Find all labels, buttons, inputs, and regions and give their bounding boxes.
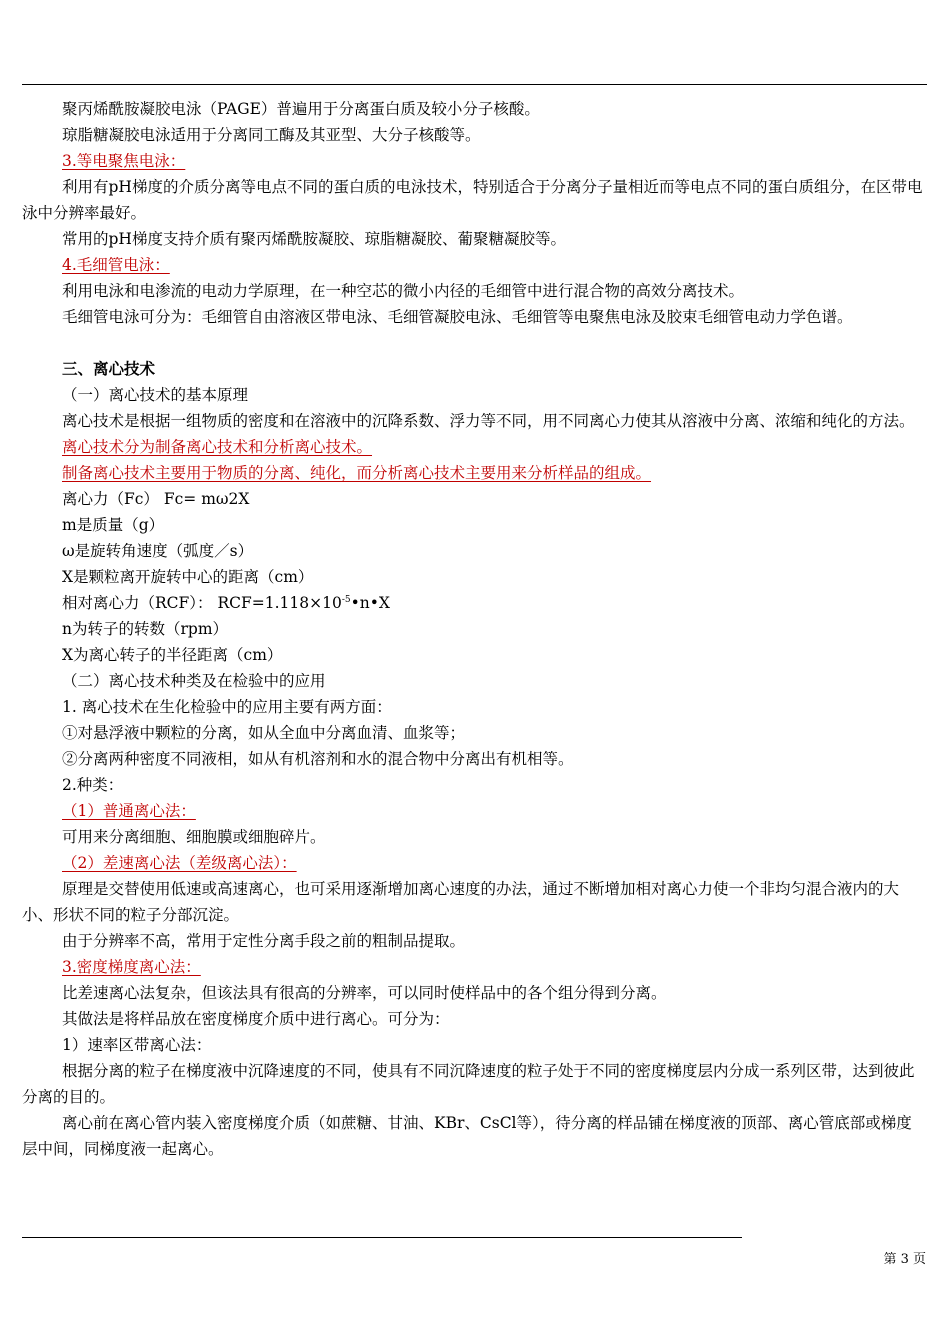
- section-heading: 三、离心技术: [62, 359, 156, 378]
- highlighted-heading: 3.密度梯度离心法：: [62, 958, 201, 976]
- blank-line: [22, 330, 927, 356]
- paragraph: 其做法是将样品放在密度梯度介质中进行离心。可分为：: [62, 1010, 450, 1028]
- list-item: ①对悬浮液中颗粒的分离，如从全血中分离血清、血浆等；: [62, 724, 466, 742]
- highlighted-text: 制备离心技术主要用于物质的分离、纯化，而分析离心技术主要用来分析样品的组成。: [62, 464, 652, 482]
- document-body: [22, 96, 927, 1162]
- subheading-isoelectric-focusing: [22, 148, 927, 174]
- highlighted-line: [22, 434, 927, 460]
- formula-line: m是质量（g）: [62, 516, 165, 534]
- highlighted-heading: （1）普通离心法：: [62, 802, 196, 820]
- paragraph: 聚丙烯酰胺凝胶电泳（PAGE）普遍用于分离蛋白质及较小分子核酸。: [62, 100, 540, 118]
- formula-line: ω是旋转角速度（弧度／s）: [62, 542, 254, 560]
- highlighted-heading: 3.等电聚焦电泳：: [62, 152, 186, 170]
- paragraph: 离心前在离心管内装入密度梯度介质（如蔗糖、甘油、KBr、CsCl等），待分离的样品铺在梯度液的顶部、离心管底部或梯度层中间，同梯度液一起离心。: [22, 1114, 912, 1158]
- formula-line: 离心力（Fc） Fc= mω2X: [62, 490, 250, 508]
- highlighted-line: [22, 460, 927, 486]
- list-item: 1. 离心技术在生化检验中的应用主要有两方面：: [62, 698, 392, 716]
- paragraph: 毛细管电泳可分为：毛细管自由溶液区带电泳、毛细管凝胶电泳、毛细管等电聚焦电泳及胶束毛细管电动力学色谱。: [62, 308, 853, 326]
- list-item: 1）速率区带离心法：: [62, 1036, 212, 1054]
- paragraph: 根据分离的粒子在梯度液中沉降速度的不同，使具有不同沉降速度的粒子处于不同的密度梯度层内分成一系列区带，达到彼此分离的目的。: [22, 1062, 915, 1106]
- paragraph: 利用电泳和电渗流的电动力学原理，在一种空芯的微小内径的毛细管中进行混合物的高效分离技术。: [62, 282, 745, 300]
- subheading-ordinary-centrifugation: [22, 798, 927, 824]
- paragraph: 由于分辨率不高，常用于定性分离手段之前的粗制品提取。: [62, 932, 466, 950]
- subheading-density-gradient: [22, 954, 927, 980]
- formula-line: X为离心转子的半径距离（cm）: [62, 646, 283, 664]
- footer-rule: [22, 1237, 742, 1238]
- rcf-exponent: -5: [341, 594, 351, 605]
- highlighted-heading: （2）差速离心法（差级离心法）：: [62, 854, 297, 872]
- highlighted-heading: 4.毛细管电泳：: [62, 256, 170, 274]
- paragraph: 利用有pH梯度的介质分离等电点不同的蛋白质的电泳技术，特别适合于分离分子量相近而等电点不同的蛋白质组分，在区带电泳中分辨率最好。: [22, 178, 923, 222]
- subheading-differential-centrifugation: [22, 850, 927, 876]
- paragraph: 常用的pH梯度支持介质有聚丙烯酰胺凝胶、琼脂糖凝胶、葡聚糖凝胶等。: [62, 230, 566, 248]
- subsection-heading: （一）离心技术的基本原理: [62, 386, 249, 404]
- rcf-formula-line: [22, 590, 927, 616]
- paragraph: 离心技术是根据一组物质的密度和在溶液中的沉降系数、浮力等不同，用不同离心力使其从溶液中分离、浓缩和纯化的方法。: [62, 412, 915, 430]
- page-number: 第 3 页: [883, 1252, 926, 1267]
- subsection-heading: （二）离心技术种类及在检验中的应用: [62, 672, 326, 690]
- highlighted-text: 离心技术分为制备离心技术和分析离心技术。: [62, 438, 373, 456]
- header-rule: [22, 84, 927, 85]
- rcf-formula-text: 相对离心力（RCF）： RCF=1.118×10: [62, 594, 342, 612]
- paragraph: 可用来分离细胞、细胞膜或细胞碎片。: [62, 828, 326, 846]
- subheading-capillary-electrophoresis: [22, 252, 927, 278]
- formula-line: X是颗粒离开旋转中心的距离（cm）: [62, 568, 314, 586]
- rcf-formula-tail: •n•X: [350, 594, 390, 612]
- paragraph: 琼脂糖凝胶电泳适用于分离同工酶及其亚型、大分子核酸等。: [62, 126, 481, 144]
- paragraph: 原理是交替使用低速或高速离心，也可采用逐渐增加离心速度的办法，通过不断增加相对离心力使一个非均匀混合液内的大小、形状不同的粒子分部沉淀。: [22, 880, 900, 924]
- list-item: 2.种类：: [62, 776, 124, 794]
- formula-line: n为转子的转数（rpm）: [62, 620, 229, 638]
- list-item: ②分离两种密度不同液相，如从有机溶剂和水的混合物中分离出有机相等。: [62, 750, 574, 768]
- paragraph: 比差速离心法复杂，但该法具有很高的分辨率，可以同时使样品中的各个组分得到分离。: [62, 984, 667, 1002]
